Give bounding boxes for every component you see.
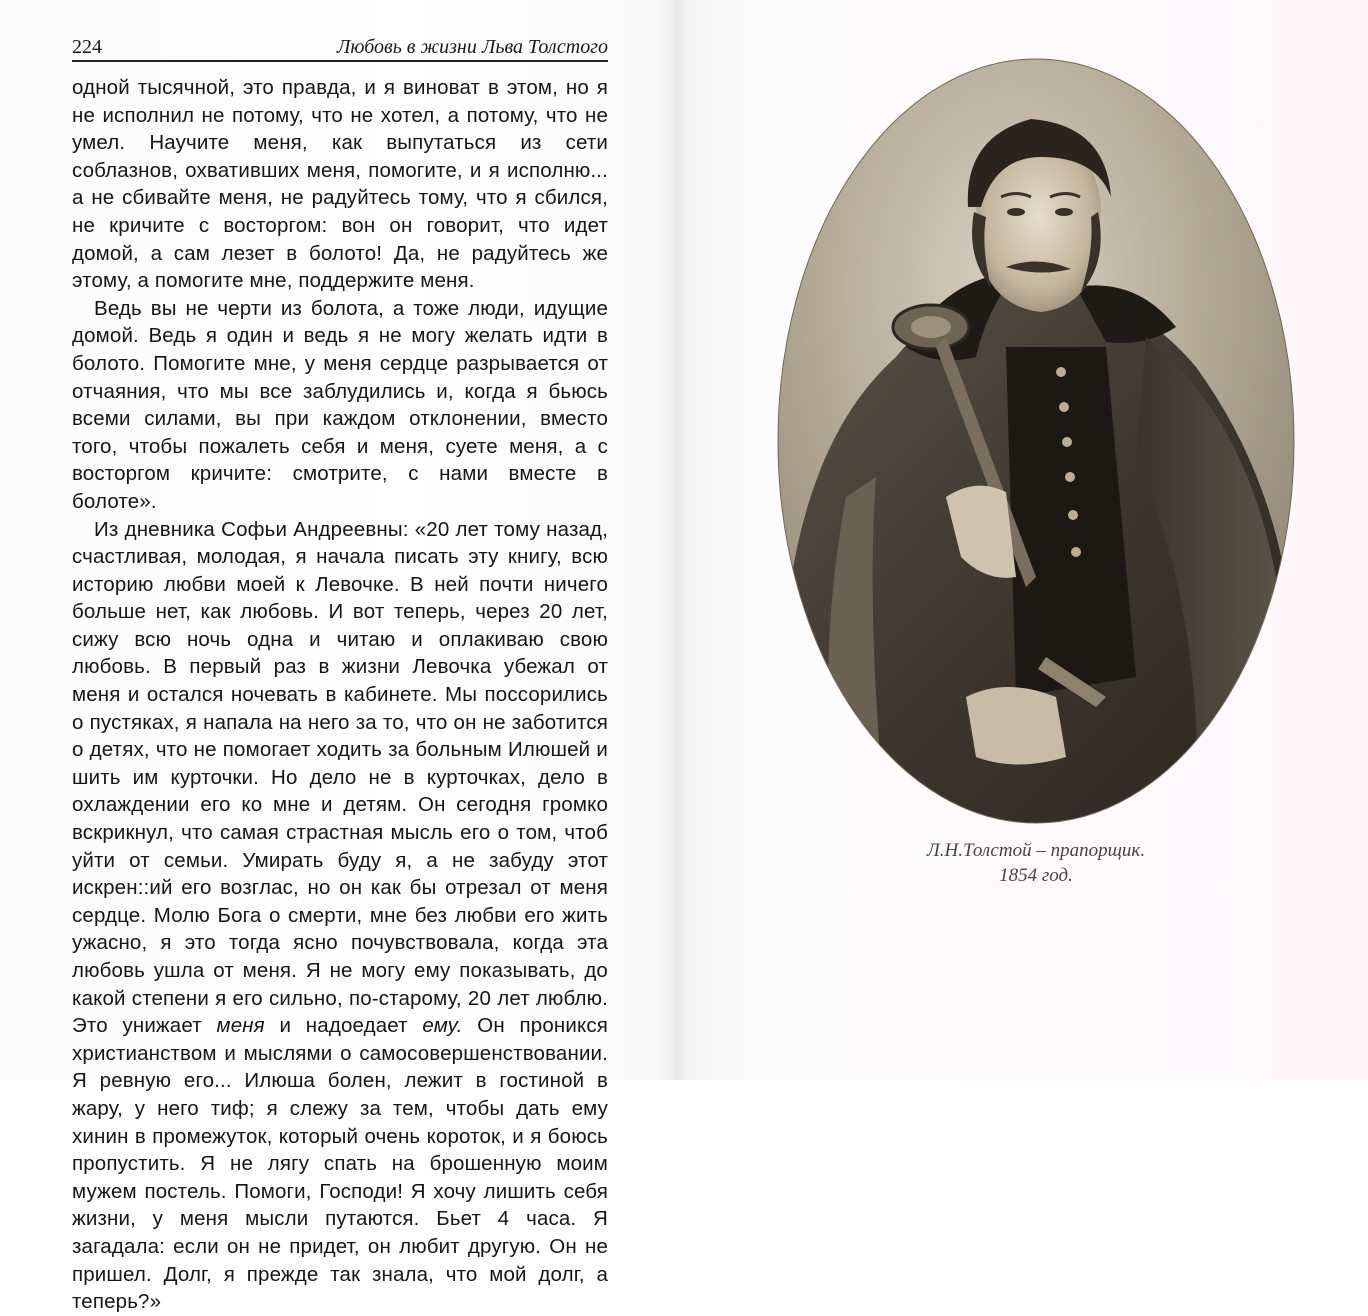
paragraph-continued: одной тысячной, это правда, и я виноват в этом, но я не исполнил не потому, что не хотел, а потому, что не умел. Научите меня, как выпутаться из сети соблазнов, охвативших меня, помогите, и я исполню... а не сбивайте меня, не радуйтесь тому, что я сбился, не кричите с восторгом: вон он говорит, что идет домой, а сам лезет в болото! Да, не радуйтесь же этому, а помогите мне, поддержите меня. — [72, 76, 608, 293]
right-page — [676, 0, 1368, 1080]
paragraph: Ведь вы не черти из болота, а тоже люди, идущие домой. Ведь я один и ведь я не могу желать идти в болото. Помогите мне, у меня сердце разрывается от отчаяния, что мы все заблудились и, когда я бьюсь всеми силами, вы при каждом отклонении, вместо того, чтобы пожалеть себя и меня, суете меня, а с восторгом кричите: смотрите, с нами вместе в болоте». — [72, 296, 608, 513]
body-text — [72, 74, 608, 1316]
page-number: 224 — [72, 36, 102, 58]
emphasis-text: меня — [216, 1014, 265, 1038]
emphasis-text: ему. — [422, 1014, 463, 1038]
portrait-photo-image — [776, 57, 1296, 825]
left-page — [0, 0, 676, 1314]
diary-text: Он проникся христианством и мыслями о самосовершенствовании. Я ревную его... Илюша болен, лежит в гостиной в жару, у него тиф; я слежу за тем, чтобы дать ему хинин в промежуток, который очень короток, и я боюсь пропустить. Я не лягу спать на брошенную моим мужем постель. Помоги, Господи! Я хочу лишить себя жизни, у меня мысли путаются. Бьет 4 часа. Я загадала: если он не придет, он любит другую. Он не пришел. Долг, я прежде так знала, что мой долг, а теперь?» — [72, 1014, 608, 1314]
caption-line: Л.Н.Толстой – прапорщик. — [926, 840, 1146, 861]
caption-line: 1854 год. — [999, 865, 1073, 886]
photo-caption — [876, 838, 1196, 888]
diary-text: Из дневника Софьи Андреевны: «20 лет тому назад, счастливая, молодая, я начала писать эту книгу, всю историю любви моей к Левочке. В ней почти ничего больше нет, как любовь. И вот теперь, через 20 лет, сижу всю ночь одна и читаю и оплакиваю свою любовь. В первый раз в жизни Левочка убежал от меня и остался ночевать в кабинете. Мы поссорились о пустяках, я напала на него за то, что он не заботится о детях, что не помогает ходить за больным Илюшей и шить им курточки. Но дело не в курточках, дело в охлаждении его ко мне и детям. Он сегодня громко вскрикнул, что самая страстная мысль его о том, чтоб уйти от семьи. Умирать буду я, а не забуду этот искрен::ий его возглас, но он как бы отрезал от меня сердце. Молю Бога о смерти, мне без любви его жить ужасно, я это тогда ясно почувствовала, когда эта любовь ушла от меня. Я не могу ему показывать, до какой степени я его сильно, по-старому, 20 лет люблю. Это унижает — [72, 517, 608, 1038]
diary-text: и надоедает — [279, 1014, 408, 1038]
running-head — [72, 30, 608, 62]
paragraph-diary-quote — [72, 516, 608, 1316]
portrait-photo — [776, 57, 1296, 825]
book-title: Любовь в жизни Льва Толстого — [336, 36, 608, 58]
